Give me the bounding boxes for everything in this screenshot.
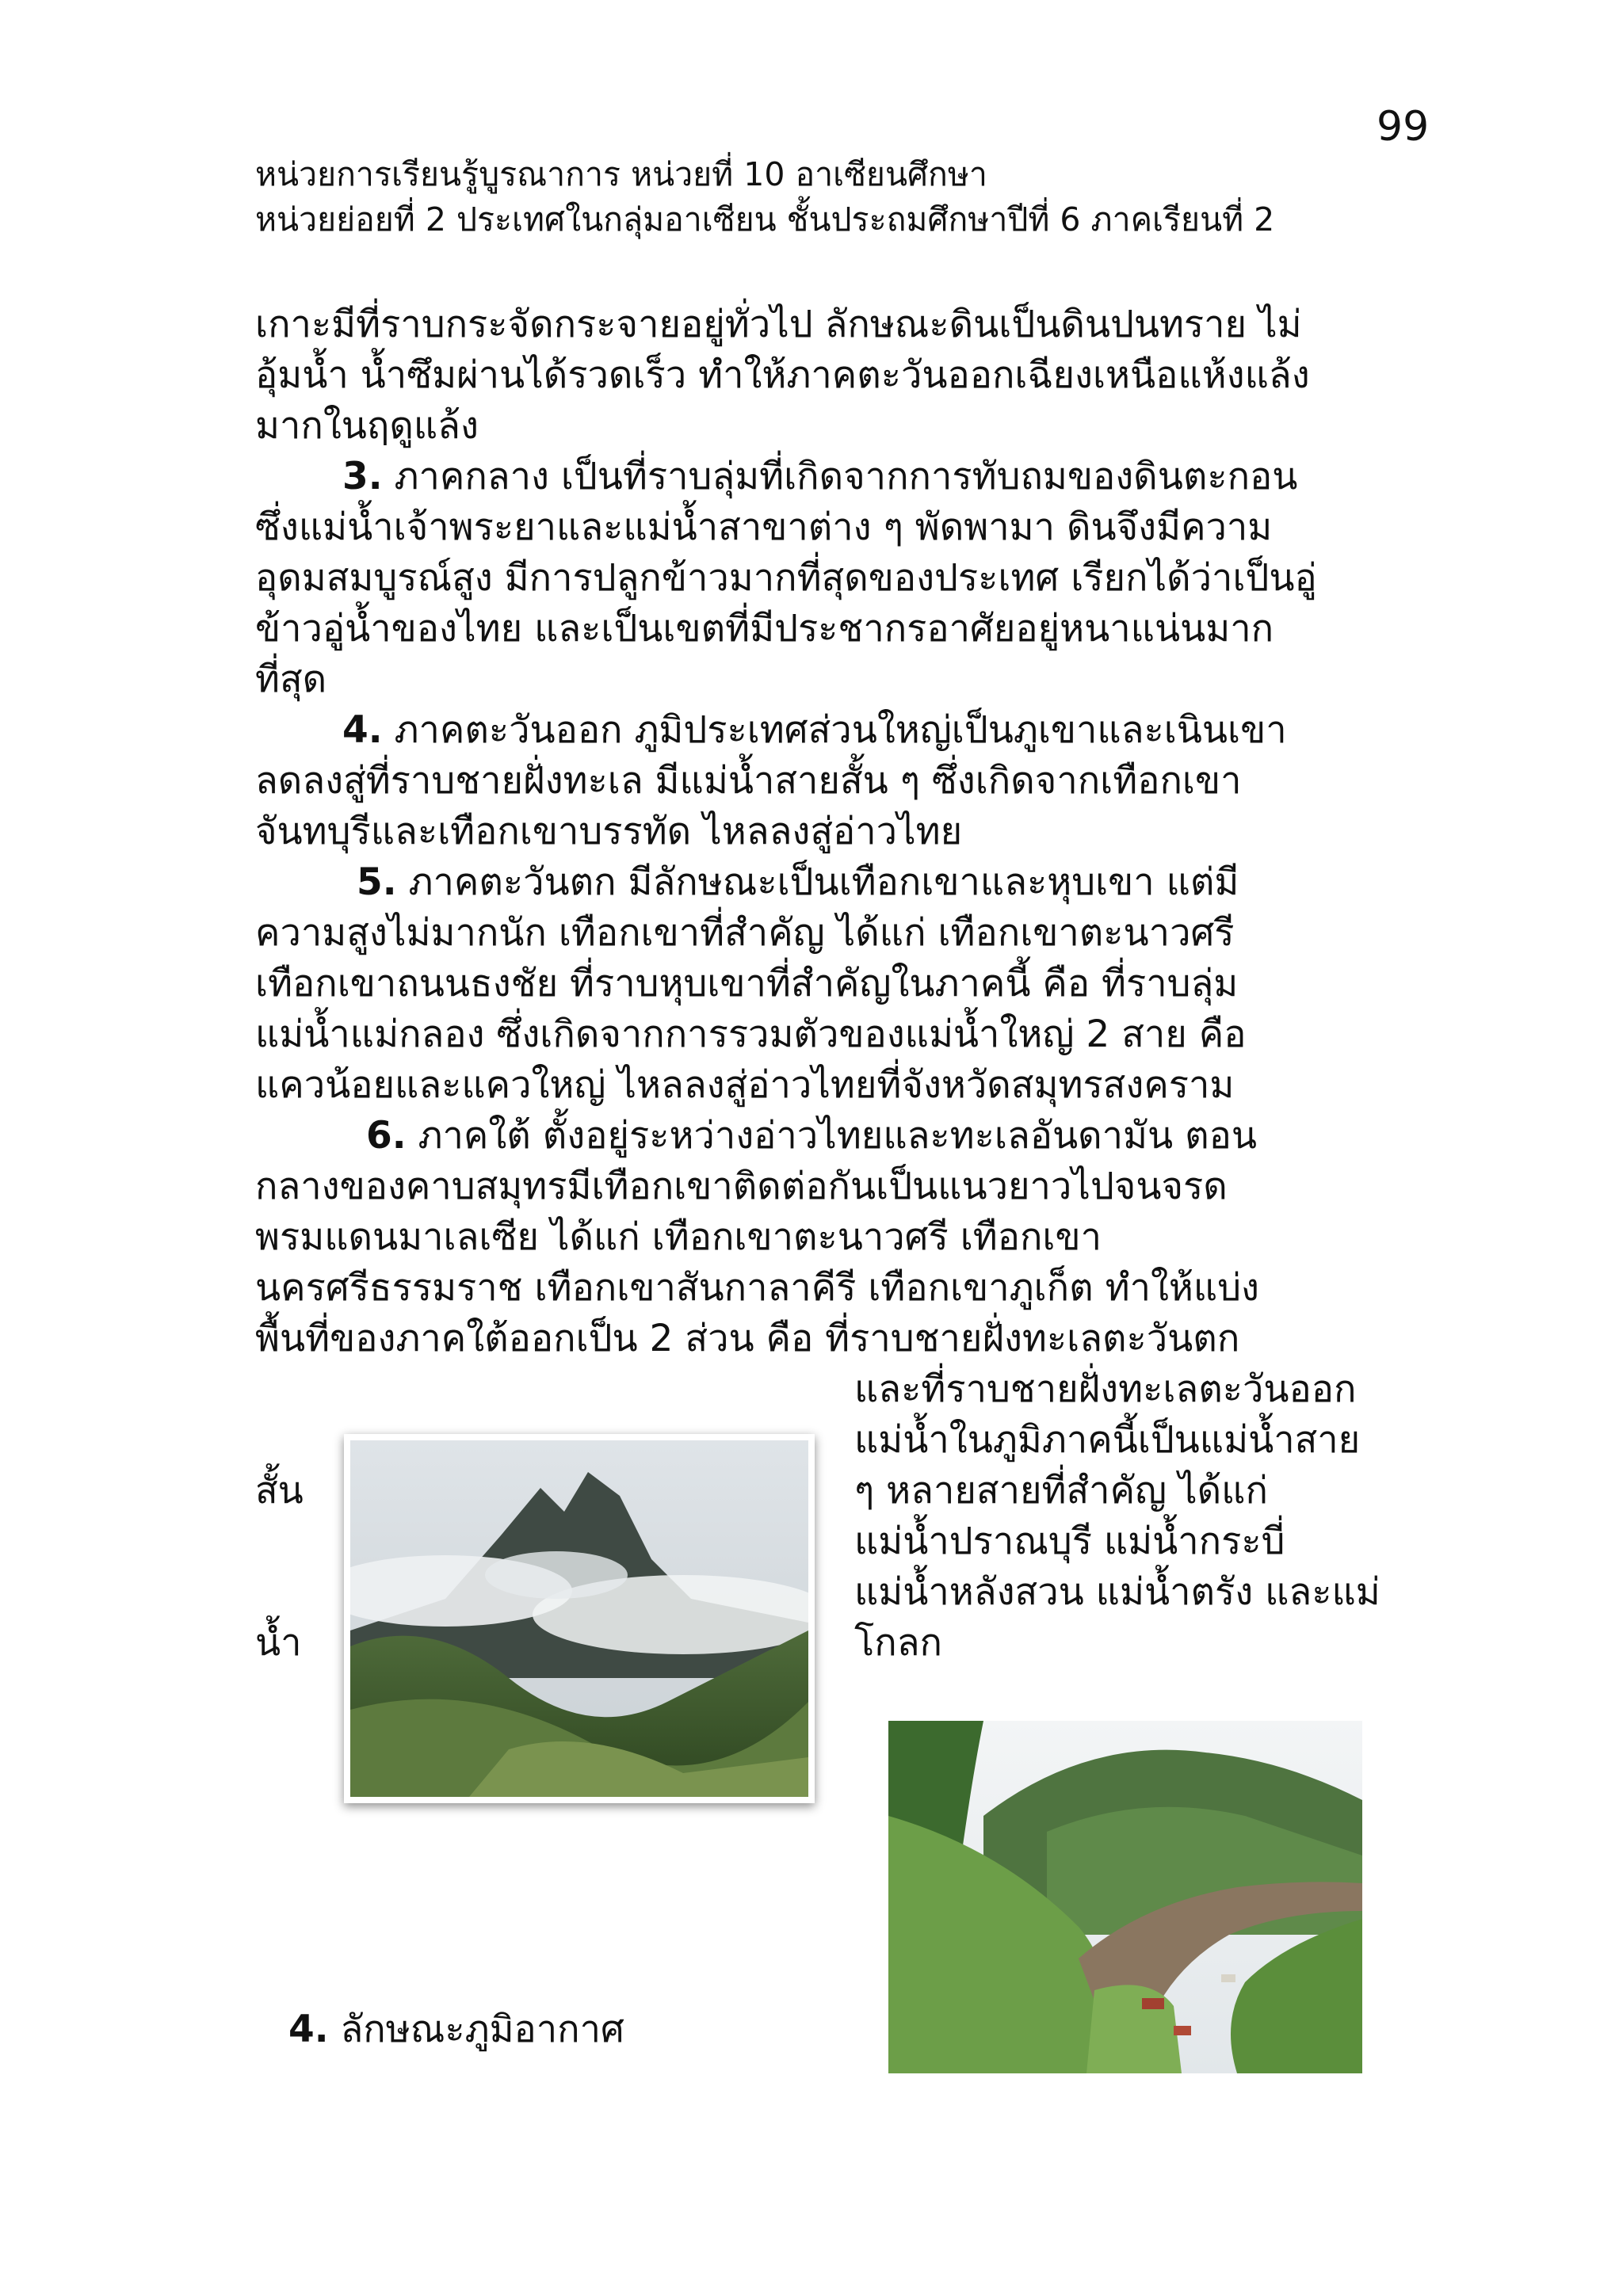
- page-number: 99: [1377, 103, 1430, 151]
- body-line: แม่น้ำในภูมิภาคนี้เป็นแม่น้ำสาย: [854, 1418, 1361, 1462]
- next-section-text: ลักษณะภูมิอากาศ: [328, 2008, 624, 2051]
- misty-mountain-photo: [344, 1434, 815, 1803]
- body-line: เกาะมีที่ราบกระจัดกระจายอยู่ทั่วไป ลักษณะดินเป็นดินปนทราย ไม่: [255, 303, 1302, 346]
- river-valley-photo: [888, 1721, 1362, 2073]
- body-line: พรมแดนมาเลเซีย ได้แก่ เทือกเขาตะนาวศรี เทือกเขา: [255, 1215, 1102, 1259]
- body-line: แม่น้ำปราณบุรี แม่น้ำกระบี่: [854, 1520, 1285, 1563]
- left-fragment: น้ำ: [255, 1621, 302, 1665]
- header-line-2: หน่วยย่อยที่ 2 ประเทศในกลุ่มอาเซียน ชั้นประถมศึกษาปีที่ 6 ภาคเรียนที่ 2: [255, 200, 1275, 238]
- section-3-text: ภาคกลาง เป็นที่ราบลุ่มที่เกิดจากการทับถมของดินตะกอน: [382, 455, 1298, 498]
- body-line: อุดมสมบูรณ์สูง มีการปลูกข้าวมากที่สุดของประเทศ เรียกได้ว่าเป็นอู่: [255, 556, 1317, 600]
- river-image: [888, 1721, 1362, 2073]
- header-line-1: หน่วยการเรียนรู้บูรณาการ หน่วยที่ 10 อาเซียนศึกษา: [255, 155, 987, 193]
- body-line: มากในฤดูแล้ง: [255, 404, 479, 448]
- body-line: นครศรีธรรมราช เทือกเขาสันกาลาคีรี เทือกเขาภูเก็ต ทำให้แบ่ง: [255, 1266, 1259, 1310]
- body-line: ข้าวอู่น้ำของไทย และเป็นเขตที่มีประชากรอาศัยอยู่หนาแน่นมาก: [255, 607, 1274, 650]
- body-line: แม่น้ำแม่กลอง ซึ่งเกิดจากการรวมตัวของแม่น้ำใหญ่ 2 สาย คือ: [255, 1013, 1247, 1056]
- body-line: ๆ หลายสายที่สำคัญ ได้แก่: [854, 1469, 1268, 1512]
- body-line: ที่สุด: [255, 658, 327, 701]
- next-section-heading: [288, 2004, 624, 2055]
- body-line: จันทบุรีและเทือกเขาบรรทัด ไหลลงสู่อ่าวไทย: [255, 810, 963, 853]
- section-number: 3.: [342, 455, 383, 498]
- section-4-text: ภาคตะวันออก ภูมิประเทศส่วนใหญ่เป็นภูเขาและเนินเขา: [382, 708, 1287, 752]
- body-line: ความสูงไม่มากนัก เทือกเขาที่สำคัญ ได้แก่ เทือกเขาตะนาวศรี: [255, 911, 1235, 955]
- left-fragment: สั้น: [255, 1469, 304, 1512]
- body-line: พื้นที่ของภาคใต้ออกเป็น 2 ส่วน คือ ที่ราบชายฝั่งทะเลตะวันตก: [255, 1317, 1240, 1360]
- body-line: ลดลงสู่ที่ราบชายฝั่งทะเล มีแม่น้ำสายสั้น ๆ ซึ่งเกิดจากเทือกเขา: [255, 759, 1242, 803]
- section-number: 5.: [357, 860, 397, 904]
- body-line: ซึ่งแม่น้ำเจ้าพระยาและแม่น้ำสาขาต่าง ๆ พัดพามา ดินจึงมีความ: [255, 505, 1273, 549]
- section-3-first-line: [342, 452, 1297, 502]
- body-line: กลางของคาบสมุทรมีเทือกเขาติดต่อกันเป็นแนวยาวไปจนจรด: [255, 1165, 1228, 1208]
- section-number: 6.: [366, 1114, 407, 1158]
- body-line: อุ้มน้ำ น้ำซึมผ่านได้รวดเร็ว ทำให้ภาคตะวันออกเฉียงเหนือแห้งแล้ง: [255, 353, 1310, 397]
- body-line: โกลก: [854, 1621, 942, 1665]
- section-5-first-line: [357, 857, 1239, 908]
- body-line: แควน้อยและแควใหญ่ ไหลลงสู่อ่าวไทยที่จังหวัดสมุทรสงคราม: [255, 1063, 1235, 1107]
- body-line: เทือกเขาถนนธงชัย ที่ราบหุบเขาที่สำคัญในภาคนี้ คือ ที่ราบลุ่ม: [255, 962, 1239, 1005]
- body-line: แม่น้ำหลังสวน แม่น้ำตรัง และแม่: [854, 1570, 1381, 1614]
- section-6-text: ภาคใต้ ตั้งอยู่ระหว่างอ่าวไทยและทะเลอันดามัน ตอน: [406, 1114, 1257, 1158]
- section-5-text: ภาคตะวันตก มีลักษณะเป็นเทือกเขาและหุบเขา แต่มี: [396, 860, 1239, 904]
- section-4-first-line: [342, 705, 1287, 756]
- section-number: 4.: [342, 708, 383, 752]
- mountain-image: [350, 1440, 808, 1797]
- section-6-first-line: [366, 1111, 1257, 1161]
- body-line: และที่ราบชายฝั่งทะเลตะวันออก: [854, 1367, 1357, 1411]
- section-number: 4.: [288, 2008, 329, 2051]
